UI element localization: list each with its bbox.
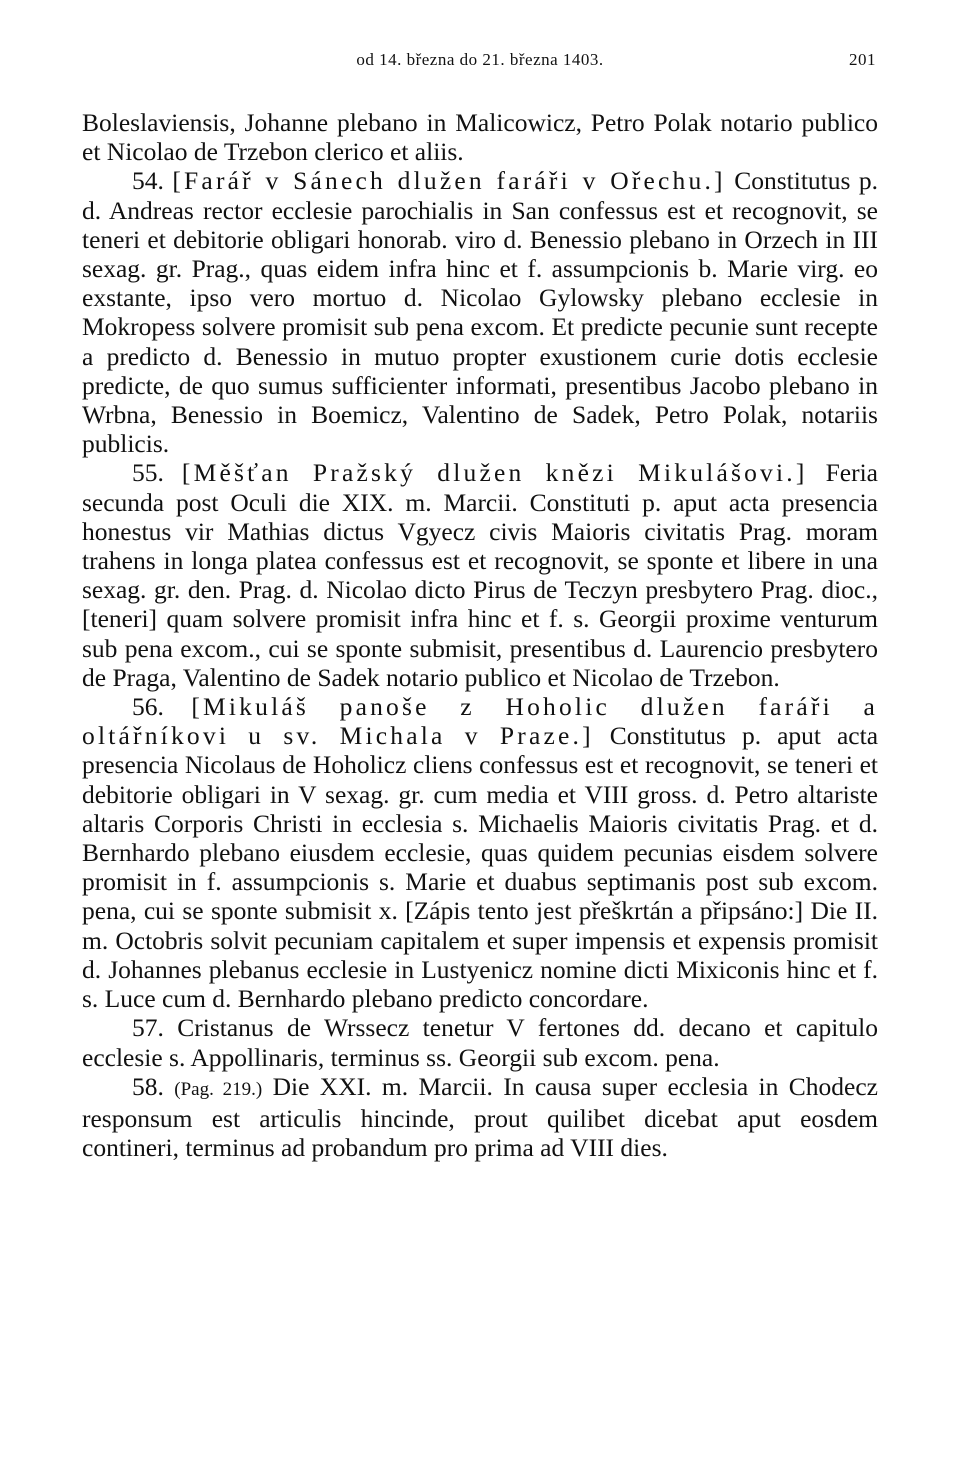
entry-number: 55. [132, 458, 164, 488]
page-number: 201 [849, 50, 876, 69]
continuation-paragraph: Boleslaviensis, Johanne plebano in Malicowicz, Petro Polak notario publico et Nicolao de Trzebon clerico et aliis. [82, 108, 878, 167]
entry-heading: [Farář v Sánech dlužen faráři v Ořechu.] [172, 166, 726, 196]
entry-heading: [Měšťan Pražský dlužen knězi Mikulášovi.] [181, 458, 808, 488]
entry-55 [82, 458, 878, 692]
entry-text: Die XXI. m. Marcii. In causa super ecclesia in Chodecz responsum est articulis hincinde, prout quilibet dicebat aput eosdem contineri, terminus ad probandum pro prima ad VIII dies. [82, 1071, 878, 1163]
entry-number: 58. [132, 1071, 164, 1101]
entry-57 [82, 1013, 878, 1071]
entry-56 [82, 692, 878, 1013]
running-header [82, 50, 878, 78]
entry-text: Feria secunda post Oculi die XIX. m. Marcii. Constituti p. aput acta presencia honestus vir Mathias dictus Vgyecz civis Maioris civitatis Prag. moram trahens in longa platea confessus est et recognovit, se sponte et libere in una sexag. gr. den. Prag. d. Nicolao dicto Pirus de Teczyn presbytero Prag. dioc., [teneri] quam solvere promisit infra hinc et f. s. Georgii proxime venturum sub pena excom., cui se sponte submisit, presentibus d. Laurencio presbytero de Praga, Valentino de Sadek notario publico et Nicolao de Trzebon. [82, 458, 878, 692]
entry-heading: [Mikuláš panoše z Hoholic dlužen faráři a oltářníkovi u sv. Michala v Praze.] [82, 692, 879, 751]
document-page [82, 50, 878, 1162]
entry-text: Constitutus p. d. Andreas rector ecclesie parochialis in San confessus est et recognovit, se teneri et debitorie obligari honorab. viro d. Benessio plebano in Orzech in III sexag. gr. Prag., quas eidem infra hinc et f. assumpcionis b. Marie virg. eo exstante, ipso vero mortuo d. Nicolao Gylowsky plebano ecclesie in Mokropess solvere promisit sub pena excom. Et predicte pecunie sunt recepte a predicto d. Benessio in mutuo propter exustionem curie dotis ecclesie predicte, de quo sumus sufficienter informati, presentibus Jacobo plebano in Wrbna, Benessio in Boemicz, Valentino de Sadek, Petro Polak, notariis publicis. [82, 166, 879, 459]
running-title: od 14. března do 21. března 1403. [356, 50, 604, 69]
entry-number: 57. [132, 1013, 164, 1043]
entry-text: Cristanus de Wrssecz tenetur V fertones dd. decano et capitulo ecclesie s. Appollinaris, terminus ss. Georgii sub excom. pena. [82, 1013, 879, 1072]
entry-text: Constitutus p. aput acta presencia Nicolaus de Hoholicz cliens confessus est et recognovit, se teneri et debitorie obligari in V sexag. gr. cum media et VIII gross. d. Petro altariste altaris Corporis Christi in ecclesia s. Michaelis Maioris civitatis Prag. et d. Bernhardo plebano eiusdem ecclesie, quas quidem pecunias eisdem solvere promisit in f. assumpcionis s. Marie et duabus septimanis post sub excom. pena, cui se sponte submisit x. [Zápis tento jest přeškrtán a připsáno:] Die II. m. Octobris solvit pecuniam capitalem et super impensis et expensis promisit d. Johannes plebanus ecclesie in Lustyenicz nomine dicti Mixiconis hinc et f. s. Luce cum d. Bernhardo plebano predicto concordare. [82, 721, 879, 1014]
page-reference: (Pag. 219.) [174, 1078, 263, 1100]
entry-number: 56. [132, 692, 164, 722]
entry-54 [82, 166, 878, 458]
document-body [82, 108, 878, 1162]
entry-number: 54. [132, 166, 164, 196]
entry-58 [82, 1072, 878, 1163]
